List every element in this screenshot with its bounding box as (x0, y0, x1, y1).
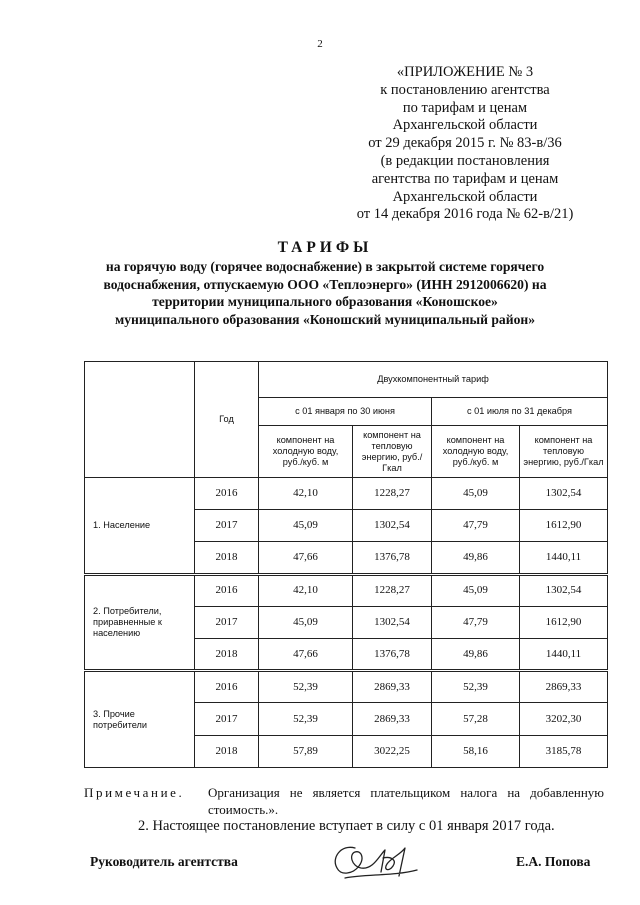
value-cell: 1302,54 (520, 477, 608, 509)
value-cell: 57,89 (259, 735, 353, 767)
component-header: компонент на холодную воду, руб./куб. м (259, 426, 353, 477)
signer-title: Руководитель агентства (90, 854, 238, 869)
value-cell: 3185,78 (520, 735, 608, 767)
value-cell: 57,28 (432, 703, 520, 735)
appendix-line: от 14 декабря 2016 года № 62-в/21) (356, 206, 574, 223)
appendix-line: агентства по тарифам и ценам (371, 170, 559, 187)
year-cell: 2018 (195, 639, 259, 671)
note (84, 784, 604, 817)
value-cell: 2869,33 (353, 671, 432, 703)
year-cell: 2018 (195, 735, 259, 767)
appendix-line: Архангельской области (392, 117, 538, 134)
category-label: 1. Население (85, 477, 195, 574)
value-cell: 47,79 (432, 606, 520, 638)
value-cell: 3022,25 (353, 735, 432, 767)
value-cell: 1228,27 (353, 574, 432, 606)
value-cell: 52,39 (432, 671, 520, 703)
year-cell: 2016 (195, 477, 259, 509)
appendix-line: от 29 декабря 2015 г. № 83-в/36 (368, 135, 562, 152)
value-cell: 1376,78 (353, 639, 432, 671)
year-header: Год (195, 362, 259, 478)
tariff-header: Двухкомпонентный тариф (259, 362, 608, 398)
appendix-line: «ПРИЛОЖЕНИЕ № 3 (396, 64, 534, 80)
page-number: 2 (317, 38, 323, 50)
value-cell: 47,79 (432, 510, 520, 542)
document-title: ТАРИФЫ (277, 239, 373, 256)
subtitle-line: муниципального образования «Коношский муниципальный район» (114, 311, 535, 327)
category-label: 3. Прочие потребители (85, 671, 195, 768)
category-header-cell (85, 362, 195, 478)
value-cell: 58,16 (432, 735, 520, 767)
value-cell: 2869,33 (353, 703, 432, 735)
value-cell: 42,10 (259, 574, 353, 606)
value-cell: 45,09 (259, 510, 353, 542)
value-cell: 49,86 (432, 542, 520, 574)
subtitle-line: территории муниципального образования «Коношское» (152, 294, 498, 309)
value-cell: 1376,78 (353, 542, 432, 574)
signer-name: Е.А. Попова (516, 854, 591, 869)
appendix-line: по тарифам и ценам (402, 99, 528, 116)
value-cell: 1612,90 (520, 510, 608, 542)
value-cell: 45,09 (259, 606, 353, 638)
note-text: Организация не является плательщиком налога на добавленную стоимость.». (208, 785, 604, 817)
value-cell: 1302,54 (353, 606, 432, 638)
final-clause: 2. Настоящее постановление вступает в силу с 01 января 2017 года. (138, 818, 555, 834)
component-header: компонент на тепловую энергию, руб./Гкал (353, 426, 432, 477)
category-label: 2. Потребители, приравненные к населению (85, 574, 195, 671)
year-cell: 2017 (195, 703, 259, 735)
component-header: компонент на холодную воду, руб./куб. м (432, 426, 520, 477)
year-cell: 2016 (195, 574, 259, 606)
period-header: с 01 января по 30 июня (259, 398, 432, 426)
year-cell: 2017 (195, 510, 259, 542)
value-cell: 42,10 (259, 477, 353, 509)
value-cell: 52,39 (259, 703, 353, 735)
value-cell: 2869,33 (520, 671, 608, 703)
year-cell: 2018 (195, 542, 259, 574)
table-row (85, 477, 608, 509)
value-cell: 1302,54 (353, 510, 432, 542)
year-cell: 2016 (195, 671, 259, 703)
value-cell: 1612,90 (520, 606, 608, 638)
value-cell: 45,09 (432, 477, 520, 509)
table-row (85, 671, 608, 703)
appendix-header (330, 64, 600, 224)
table-row (85, 574, 608, 606)
appendix-line: (в редакции постановления (380, 152, 550, 169)
value-cell: 1440,11 (520, 542, 608, 574)
subtitle-line: на горячую воду (горячее водоснабжение) в закрытой системе горячего (105, 259, 545, 274)
value-cell: 1440,11 (520, 639, 608, 671)
note-label: Примечание. (84, 785, 185, 800)
signature-icon (325, 836, 425, 886)
value-cell: 49,86 (432, 639, 520, 671)
component-header: компонент на тепловую энергию, руб./Гкал (520, 426, 608, 477)
tariff-table (84, 361, 608, 768)
value-cell: 52,39 (259, 671, 353, 703)
subtitle-line: водоснабжения, отпускаемую ООО «Теплоэнерго» (ИНН 2912006620) на (103, 276, 547, 292)
value-cell: 3202,30 (520, 703, 608, 735)
value-cell: 1302,54 (520, 574, 608, 606)
value-cell: 47,66 (259, 542, 353, 574)
value-cell: 45,09 (432, 574, 520, 606)
title-block (60, 238, 590, 328)
year-cell: 2017 (195, 606, 259, 638)
appendix-line: к постановлению агентства (380, 81, 550, 98)
appendix-line: Архангельской области (392, 188, 538, 205)
value-cell: 1228,27 (353, 477, 432, 509)
value-cell: 47,66 (259, 639, 353, 671)
period-header: с 01 июля по 31 декабря (432, 398, 608, 426)
